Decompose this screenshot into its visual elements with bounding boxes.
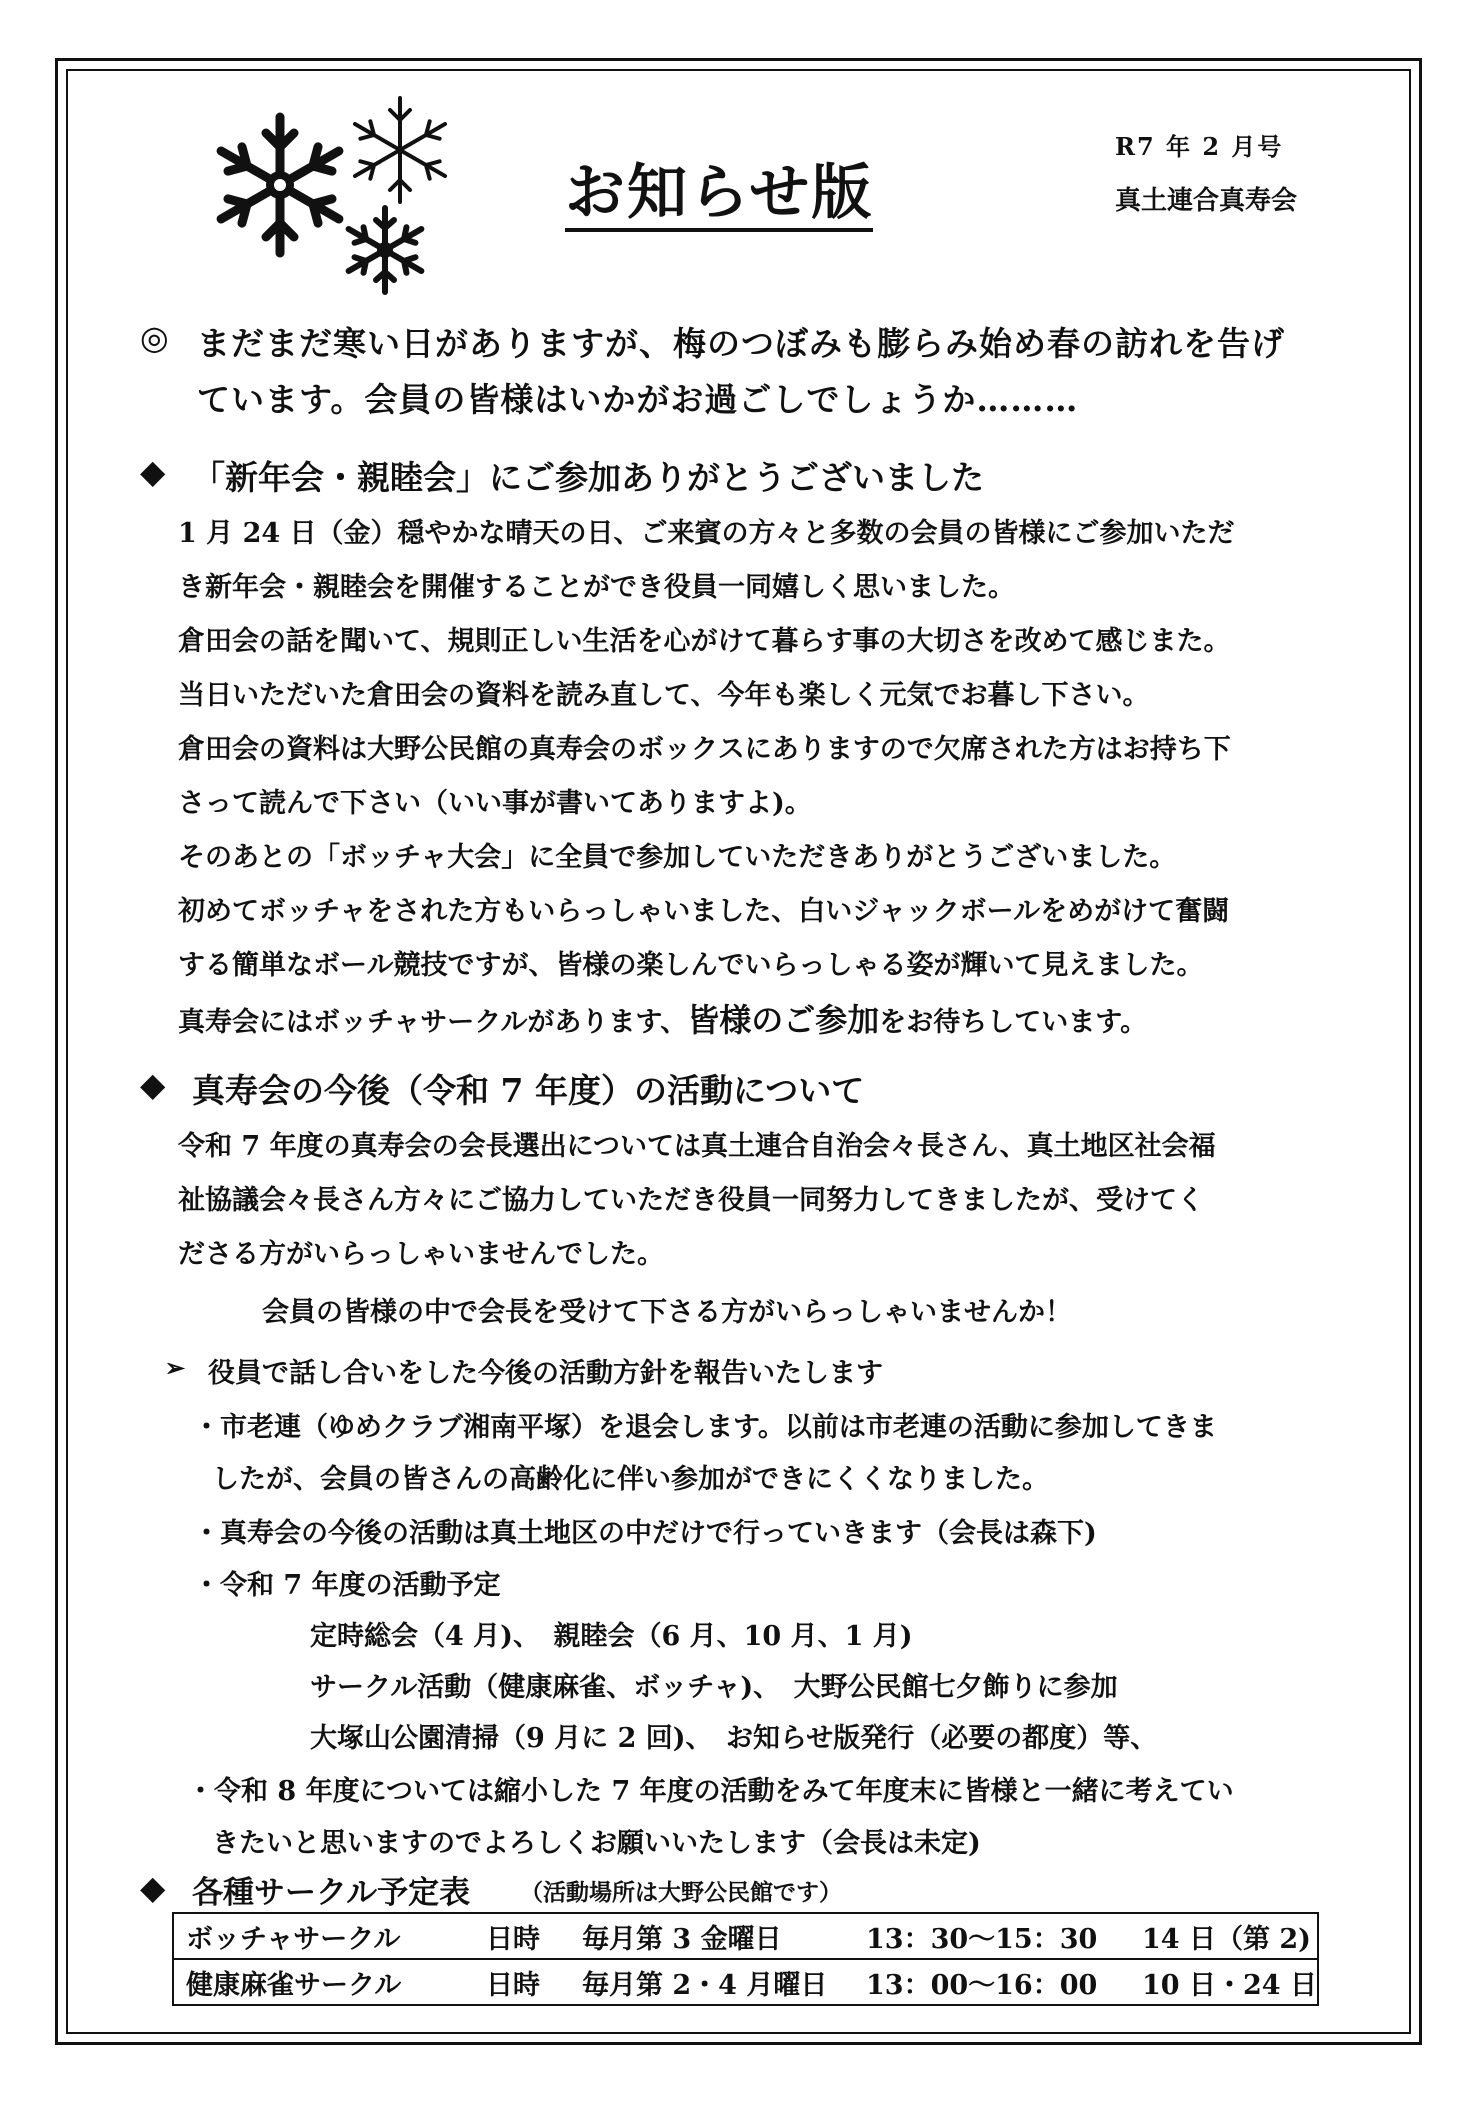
intro-marker: ◎ <box>140 318 170 357</box>
meeting-day: 毎月第 2・4 月曜日 <box>582 1969 828 2001</box>
section1-last-line <box>178 995 1147 1041</box>
section1-line: 初めてボッチャをされた方もいらっしゃいました、白いジャックボールをめがけて奮闘 <box>178 896 1230 927</box>
table-row <box>173 1959 1318 2005</box>
table-row <box>173 1913 1318 1959</box>
report-line: サークル活動（健康麻雀、ボッチャ)、 大野公民館七夕飾りに参加 <box>310 1672 1118 1703</box>
report-line: きたいと思いますのでよろしくお願いいたします（会長は未定) <box>212 1828 981 1859</box>
schedule-note: （活動場所は大野公民館です） <box>520 1879 842 1906</box>
circle-name: 健康麻雀サークル <box>186 1969 402 2001</box>
section1-line: き新年会・親睦会を開催することができ役員一同嬉しく思いました。 <box>178 572 1015 603</box>
section1-marker: ◆ <box>140 452 166 491</box>
section1-line: 1 月 24 日（金）穏やかな晴天の日、ご来賓の方々と多数の会員の皆様にご参加いただ <box>178 518 1235 549</box>
report-line: 大塚山公園清掃（9 月に 2 回)、 お知らせ版発行（必要の都度）等、 <box>310 1723 1158 1754</box>
organization-name: 真土連合真寿会 <box>1115 186 1298 216</box>
section1-line: さって読んで下さい（いい事が書いてありますよ)。 <box>178 788 812 819</box>
schedule-marker: ◆ <box>140 1868 166 1907</box>
meeting-time: 13：00～16：00 <box>866 1969 1098 2001</box>
date-label: 日時 <box>486 1923 540 1955</box>
report-heading: 役員で話し合いをした今後の活動方針を報告いたします <box>208 1358 883 1389</box>
issue-date: R7 年 2 月号 <box>1115 132 1284 161</box>
report-line: ・令和 7 年度の活動予定 <box>193 1570 501 1601</box>
section1-last-emphasis: 皆様のご参加 <box>687 1001 880 1039</box>
table-cell <box>173 1959 1318 2005</box>
section2-line: 令和 7 年度の真寿会の会長選出については真土連合自治会々長さん、真土地区社会福 <box>178 1131 1216 1162</box>
circle-name: ボッチャサークル <box>186 1923 401 1955</box>
section1-line: 当日いただいた倉田会の資料を読み直して、今年も楽しく元気でお暮し下さい。 <box>178 680 1150 711</box>
schedule-table <box>172 1912 1319 2006</box>
report-line: ・真寿会の今後の活動は真土地区の中だけで行っていきます（会長は森下) <box>193 1518 1097 1549</box>
section1-line: 倉田会の話を聞いて、規則正しい生活を心がけて暮らす事の大切さを改めて感じまた。 <box>178 626 1231 657</box>
snowflake-medium-icon <box>345 95 455 205</box>
section2-line: ださる方がいらっしゃいませんでした。 <box>178 1239 664 1270</box>
report-line: ・令和 8 年度については縮小した 7 年度の活動をみて年度末に皆様と一緒に考えてい <box>187 1776 1234 1807</box>
section2-heading: 真寿会の今後（令和 7 年度）の活動について <box>192 1071 865 1110</box>
section2-appeal: 会員の皆様の中で会長を受けて下さる方がいらっしゃいませんか！ <box>262 1297 1072 1328</box>
meeting-day: 毎月第 3 金曜日 <box>582 1923 782 1955</box>
section1-line: 倉田会の資料は大野公民館の真寿会のボックスにありますので欠席された方はお持ち下 <box>178 734 1231 765</box>
report-line: したが、会員の皆さんの高齢化に伴い参加ができにくくなりました。 <box>212 1464 1049 1495</box>
date-label: 日時 <box>486 1969 540 2001</box>
meeting-time: 13：30～15：30 <box>866 1923 1098 1955</box>
page-title: お知らせ版 <box>565 160 873 232</box>
section1-last-post: をお待ちしています。 <box>879 1007 1148 1038</box>
report-marker: ➢ <box>165 1353 186 1382</box>
section1-line: そのあとの「ボッチャ大会」に全員で参加していただきありがとうございました。 <box>178 842 1177 873</box>
section1-line: する簡単なボール競技ですが、皆様の楽しんでいらっしゃる姿が輝いて見えました。 <box>178 950 1204 981</box>
table-cell <box>173 1913 1318 1959</box>
section2-marker: ◆ <box>140 1065 166 1104</box>
report-line: 定時総会（4 月)、 親睦会（6 月、10 月、1 月) <box>310 1621 913 1652</box>
section1-last-pre: 真寿会にはボッチャサークルがあります、 <box>178 1007 688 1038</box>
snowflake-large-icon <box>205 110 355 260</box>
meeting-dates: 10 日・24 日 <box>1142 1969 1317 2001</box>
intro-line: ています。会員の皆様はいかがお過ごしでしょうか……… <box>197 380 1079 419</box>
meeting-dates: 14 日（第 2) <box>1142 1923 1311 1955</box>
section1-heading: 「新年会・親睦会」にご参加ありがとうございました <box>192 458 984 497</box>
snowflake-small-icon <box>340 205 430 295</box>
intro-line: まだまだ寒い日がありますが、梅のつぼみも膨らみ始め春の訪れを告げ <box>197 324 1285 363</box>
schedule-title: 各種サークル予定表 <box>192 1875 471 1911</box>
section2-line: 祉協議会々長さん方々にご協力していただき役員一同努力してきましたが、受けてく <box>178 1185 1204 1216</box>
report-line: ・市老連（ゆめクラブ湘南平塚）を退会します。以前は市老連の活動に参加してきま <box>193 1412 1217 1443</box>
